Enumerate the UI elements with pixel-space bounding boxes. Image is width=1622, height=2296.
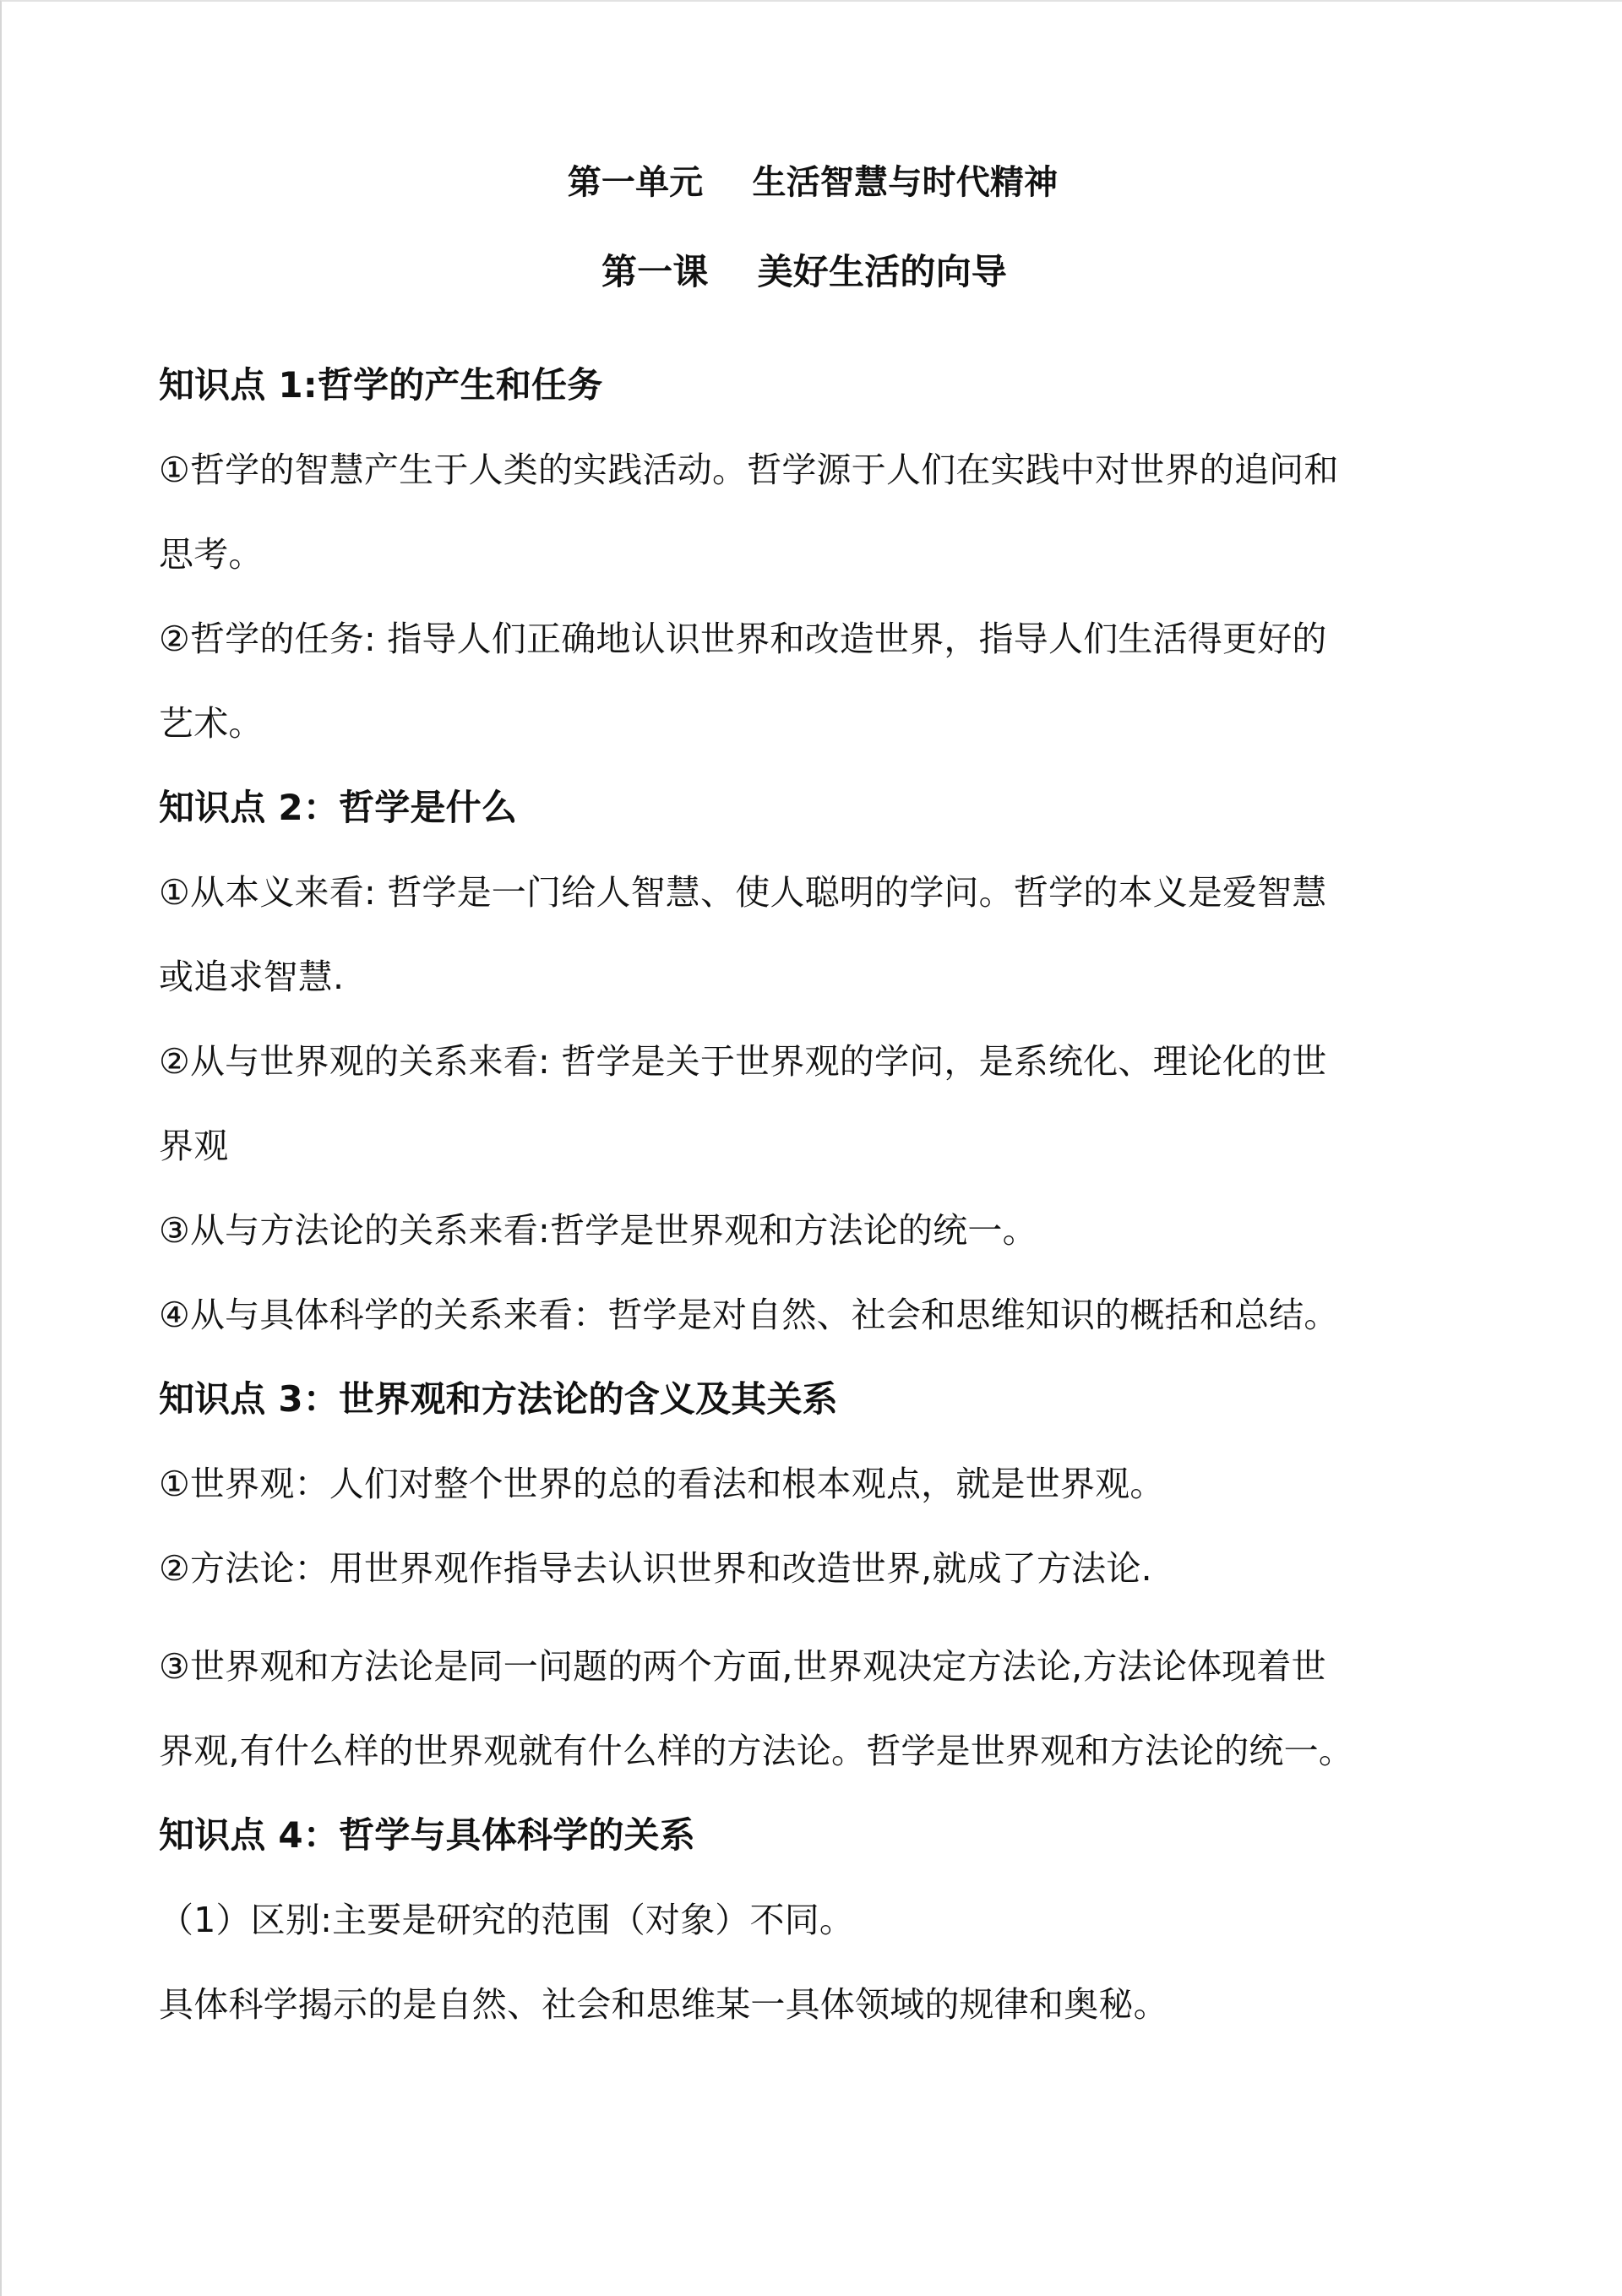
section-heading-4: 知识点 4：哲学与具体科学的关系: [159, 1814, 696, 1856]
section-heading-1: 知识点 1:哲学的产生和任务: [159, 364, 603, 406]
paragraph-line: 界观: [159, 1126, 229, 1166]
paragraph-line: ①哲学的智慧产生于人类的实践活动。哲学源于人们在实践中对世界的追问和: [159, 450, 1339, 490]
paragraph-line: ①从本义来看: 哲学是一门给人智慧、使人聪明的学问。哲学的本义是爱智慧: [159, 872, 1327, 913]
section-heading-3: 知识点 3：世界观和方法论的含义及其关系: [159, 1378, 838, 1420]
unit-title-prefix: 第一单元: [567, 162, 704, 202]
lesson-title-name: 美好生活的向导: [757, 251, 1007, 292]
paragraph-line: ②哲学的任务: 指导人们正确地认识世界和改造世界，指导人们生活得更好的: [159, 619, 1327, 659]
paragraph-line: ②从与世界观的关系来看: 哲学是关于世界观的学问，是系统化、理论化的世: [159, 1041, 1327, 1082]
unit-title-name: 生活智慧与时代精神: [752, 162, 1059, 202]
lesson-title: [2, 250, 1607, 294]
unit-title: [2, 161, 1622, 205]
paragraph-line: （1）区别:主要是研究的范围（对象）不同。: [159, 1900, 855, 1940]
paragraph-line: ③从与方法论的关系来看:哲学是世界观和方法论的统一。: [159, 1210, 1037, 1251]
paragraph-line: 艺术。: [159, 703, 264, 744]
paragraph-line: 具体科学揭示的是自然、社会和思维某一具体领域的规律和奥秘。: [159, 1984, 1168, 2025]
paragraph-line: 界观,有什么样的世界观就有什么样的方法论。哲学是世界观和方法论的统一。: [159, 1731, 1354, 1771]
paragraph-line: 或追求智慧.: [159, 957, 345, 997]
lesson-title-prefix: 第一课: [601, 251, 709, 292]
section-heading-2: 知识点 2：哲学是什么: [159, 787, 518, 828]
paragraph-line: ②方法论：用世界观作指导去认识世界和改造世界,就成了方法论.: [159, 1548, 1152, 1589]
paragraph-line: ④从与具体科学的关系来看：哲学是对自然、社会和思维知识的概括和总结。: [159, 1295, 1339, 1335]
paragraph-line: ③世界观和方法论是同一问题的两个方面,世界观决定方法论,方法论体现着世: [159, 1646, 1326, 1687]
paragraph-line: 思考。: [159, 534, 264, 575]
paragraph-line: ①世界观：人们对整个世界的总的看法和根本观点，就是世界观。: [159, 1464, 1165, 1504]
